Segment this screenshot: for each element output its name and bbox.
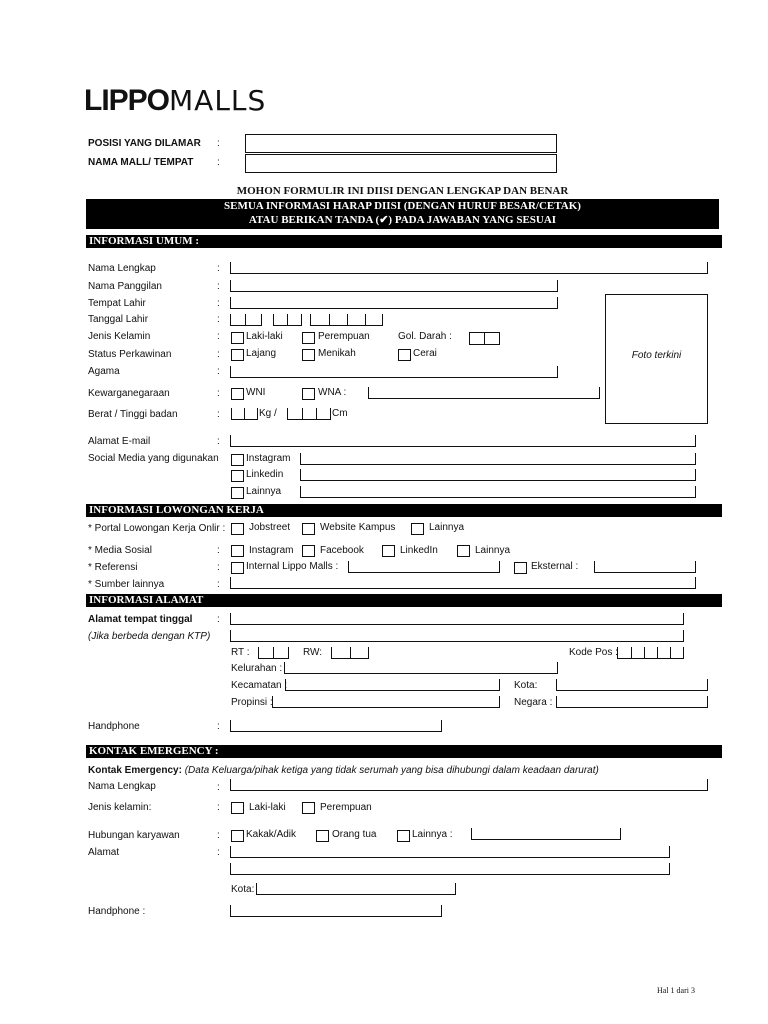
checkbox-wni[interactable]: [231, 388, 244, 400]
logo-bold: LIPPO: [84, 84, 170, 117]
label-sumber: * Sumber lainnya: [88, 579, 165, 590]
text-wni: WNI: [246, 387, 266, 398]
text-media-linkedin: LinkedIn: [400, 545, 438, 556]
label-agama: Agama: [88, 366, 120, 377]
label-jenis-kelamin: Jenis Kelamin: [88, 331, 151, 342]
field-em-nama[interactable]: [230, 779, 708, 791]
field-agama[interactable]: [230, 366, 558, 378]
text-kg: Kg /: [259, 408, 277, 419]
text-gol-darah: Gol. Darah :: [398, 331, 452, 342]
section-lowongan-title: INFORMASI LOWONGAN KERJA: [86, 504, 722, 517]
field-gol-darah[interactable]: [469, 332, 500, 345]
text-menikah: Menikah: [318, 348, 356, 359]
checkbox-wna[interactable]: [302, 388, 315, 400]
text-em-kota: Kota:: [231, 884, 255, 895]
field-berat[interactable]: [231, 408, 258, 420]
field-em-kota[interactable]: [256, 883, 456, 895]
colon: :: [217, 436, 220, 447]
emergency-intro: [88, 765, 599, 777]
label-email: Alamat E-mail: [88, 436, 151, 447]
field-nama-lengkap[interactable]: [230, 262, 708, 274]
colon: :: [217, 388, 220, 399]
field-rt[interactable]: [258, 647, 289, 659]
text-media-facebook: Facebook: [320, 545, 364, 556]
colon: :: [217, 349, 220, 360]
text-rw: RW:: [303, 647, 323, 658]
field-kecamatan[interactable]: [285, 679, 500, 691]
lippo-malls-logo: [84, 84, 266, 118]
colon: :: [217, 562, 220, 573]
label-em-alamat: Alamat: [88, 847, 120, 858]
label-tanggal-lahir: Tanggal Lahir: [88, 314, 149, 325]
field-sosmed-instagram[interactable]: [300, 453, 696, 465]
text-cerai: Cerai: [413, 348, 437, 359]
text-kecamatan: Kecamatan :: [231, 680, 288, 691]
field-kota[interactable]: [556, 679, 708, 691]
text-laki: Laki-laki: [246, 331, 283, 342]
checkbox-lajang[interactable]: [231, 349, 244, 361]
field-eksternal[interactable]: [594, 561, 696, 573]
checkbox-eksternal[interactable]: [514, 562, 527, 574]
field-sumber[interactable]: [230, 577, 696, 589]
field-email[interactable]: [230, 435, 696, 447]
text-jobstreet: Jobstreet: [249, 522, 291, 533]
label-sosmed: Social Media yang digunakan: [88, 453, 219, 464]
label-status: Status Perkawinan: [88, 349, 172, 360]
section-umum-title: INFORMASI UMUM :: [86, 235, 722, 248]
checkbox-menikah[interactable]: [302, 349, 315, 361]
field-tgl-month[interactable]: [273, 314, 302, 326]
colon: :: [217, 782, 220, 793]
checkbox-sosmed-lainnya[interactable]: [231, 487, 244, 499]
text-media-lainnya: Lainnya: [475, 545, 511, 556]
text-em-perempuan: Perempuan: [320, 802, 372, 813]
colon: :: [217, 614, 220, 625]
field-alamat-1[interactable]: [230, 613, 684, 625]
field-propinsi[interactable]: [272, 696, 500, 708]
field-wna[interactable]: [368, 387, 600, 399]
checkbox-sosmed-instagram[interactable]: [231, 454, 244, 466]
field-sosmed-lainnya[interactable]: [300, 486, 696, 498]
text-media-instagram: Instagram: [249, 545, 294, 556]
checkbox-internal[interactable]: [231, 562, 244, 574]
text-em-lainnya: Lainnya :: [412, 829, 453, 840]
text-portal-lainnya: Lainnya: [429, 522, 465, 533]
label-em-hubungan: Hubungan karyawan: [88, 830, 180, 841]
label-kewarganegaraan: Kewarganegaraan: [88, 388, 170, 399]
label-alamat-note: (Jika berbeda dengan KTP): [88, 631, 211, 642]
label-portal: * Portal Lowongan Kerja Onlir :: [88, 523, 226, 534]
logo-thin: MALLS: [169, 84, 267, 117]
text-internal: Internal Lippo Malls :: [246, 561, 339, 572]
checkbox-laki[interactable]: [231, 332, 244, 344]
emergency-intro-bold: Kontak Emergency:: [88, 765, 182, 776]
checkbox-cerai[interactable]: [398, 349, 411, 361]
field-kodepos[interactable]: [617, 647, 684, 659]
text-cm: Cm: [332, 408, 348, 419]
checkbox-em-kakak[interactable]: [231, 830, 244, 842]
field-em-handphone[interactable]: [230, 905, 442, 917]
text-perempuan: Perempuan: [318, 331, 370, 342]
section-emergency-title: KONTAK EMERGENCY :: [86, 745, 722, 758]
field-tgl-day[interactable]: [230, 314, 262, 326]
posisi-field[interactable]: [245, 134, 557, 153]
text-kota: Kota:: [514, 680, 538, 691]
mall-field[interactable]: [245, 154, 557, 173]
checkbox-portal-lainnya[interactable]: [411, 523, 424, 535]
text-em-laki: Laki-laki: [249, 802, 286, 813]
checkbox-em-laki[interactable]: [231, 802, 244, 814]
checkbox-media-instagram[interactable]: [231, 545, 244, 557]
colon: :: [217, 138, 220, 149]
checkbox-media-facebook[interactable]: [302, 545, 315, 557]
header-line1: MOHON FORMULIR INI DIISI DENGAN LENGKAP DAN BENAR: [236, 185, 569, 197]
checkbox-jobstreet[interactable]: [231, 523, 244, 535]
photo-label: Foto terkini: [631, 350, 682, 361]
label-nama-lengkap: Nama Lengkap: [88, 263, 156, 274]
checkbox-sosmed-linkedin[interactable]: [231, 470, 244, 482]
field-nama-panggilan[interactable]: [230, 280, 558, 292]
colon: :: [217, 847, 220, 858]
text-sosmed-linkedin: Linkedin: [246, 469, 284, 480]
colon: :: [217, 314, 220, 325]
colon: :: [217, 298, 220, 309]
colon: :: [217, 157, 220, 168]
text-kodepos: Kode Pos :: [569, 647, 618, 658]
checkbox-em-perempuan[interactable]: [302, 802, 315, 814]
text-em-kakak: Kakak/Adik: [246, 829, 297, 840]
field-tinggi[interactable]: [287, 408, 331, 420]
field-kelurahan[interactable]: [284, 662, 558, 674]
field-rw[interactable]: [331, 647, 369, 659]
text-kelurahan: Kelurahan :: [231, 663, 283, 674]
text-rt: RT :: [231, 647, 250, 658]
checkbox-em-ortu[interactable]: [316, 830, 329, 842]
text-sosmed-instagram: Instagram: [246, 453, 291, 464]
text-sosmed-lainnya: Lainnya: [246, 486, 282, 497]
emergency-intro-note: (Data Keluarga/pihak ketiga yang tidak serumah yang bisa dihubungi dalam keadaan darurat): [184, 765, 599, 776]
colon: :: [217, 331, 220, 342]
label-em-jenis: Jenis kelamin:: [88, 802, 152, 813]
text-negara: Negara :: [514, 697, 553, 708]
text-eksternal: Eksternal :: [531, 561, 579, 572]
header-line2: SEMUA INFORMASI HARAP DIISI (DENGAN HURUF BESAR/CETAK): [224, 200, 581, 212]
colon: :: [217, 721, 220, 732]
header-line3: ATAU BERIKAN TANDA (✔) PADA JAWABAN YANG SESUAI: [248, 214, 557, 226]
label-em-nama: Nama Lengkap: [88, 781, 156, 792]
page-number: Hal 1 dari 3: [657, 986, 695, 995]
field-handphone[interactable]: [230, 720, 442, 732]
text-lajang: Lajang: [246, 348, 277, 359]
text-propinsi: Propinsi :: [231, 697, 273, 708]
colon: :: [217, 366, 220, 377]
label-berat: Berat / Tinggi badan: [88, 409, 178, 420]
label-em-handphone: Handphone :: [88, 906, 146, 917]
field-negara[interactable]: [556, 696, 708, 708]
checkbox-kampus[interactable]: [302, 523, 315, 535]
label-nama-panggilan: Nama Panggilan: [88, 281, 162, 292]
field-sosmed-linkedin[interactable]: [300, 469, 696, 481]
label-media: * Media Sosial: [88, 545, 152, 556]
mall-label: NAMA MALL/ TEMPAT: [88, 157, 194, 168]
field-tgl-year[interactable]: [310, 314, 383, 326]
field-tempat-lahir[interactable]: [230, 297, 558, 309]
label-alamat-tinggal: Alamat tempat tinggal: [88, 614, 193, 625]
checkbox-media-linkedin[interactable]: [382, 545, 395, 557]
field-internal[interactable]: [348, 561, 500, 573]
colon: :: [217, 281, 220, 292]
text-wna: WNA :: [318, 387, 347, 398]
label-referensi: * Referensi: [88, 562, 138, 573]
checkbox-perempuan[interactable]: [302, 332, 315, 344]
field-em-alamat-1[interactable]: [230, 846, 670, 858]
label-handphone: Handphone: [88, 721, 140, 732]
colon: :: [217, 545, 220, 556]
field-em-alamat-2[interactable]: [230, 863, 670, 875]
colon: :: [217, 409, 220, 420]
field-alamat-2[interactable]: [230, 630, 684, 642]
colon: :: [217, 263, 220, 274]
checkbox-em-lainnya[interactable]: [397, 830, 410, 842]
text-kampus: Website Kampus: [320, 522, 396, 533]
posisi-label: POSISI YANG DILAMAR: [88, 138, 201, 149]
colon: :: [217, 802, 220, 813]
field-em-lainnya[interactable]: [471, 828, 621, 840]
colon: :: [217, 830, 220, 841]
checkbox-media-lainnya[interactable]: [457, 545, 470, 557]
label-tempat-lahir: Tempat Lahir: [88, 298, 146, 309]
text-em-ortu: Orang tua: [332, 829, 377, 840]
colon: :: [217, 579, 220, 590]
section-alamat-title: INFORMASI ALAMAT: [86, 594, 722, 607]
